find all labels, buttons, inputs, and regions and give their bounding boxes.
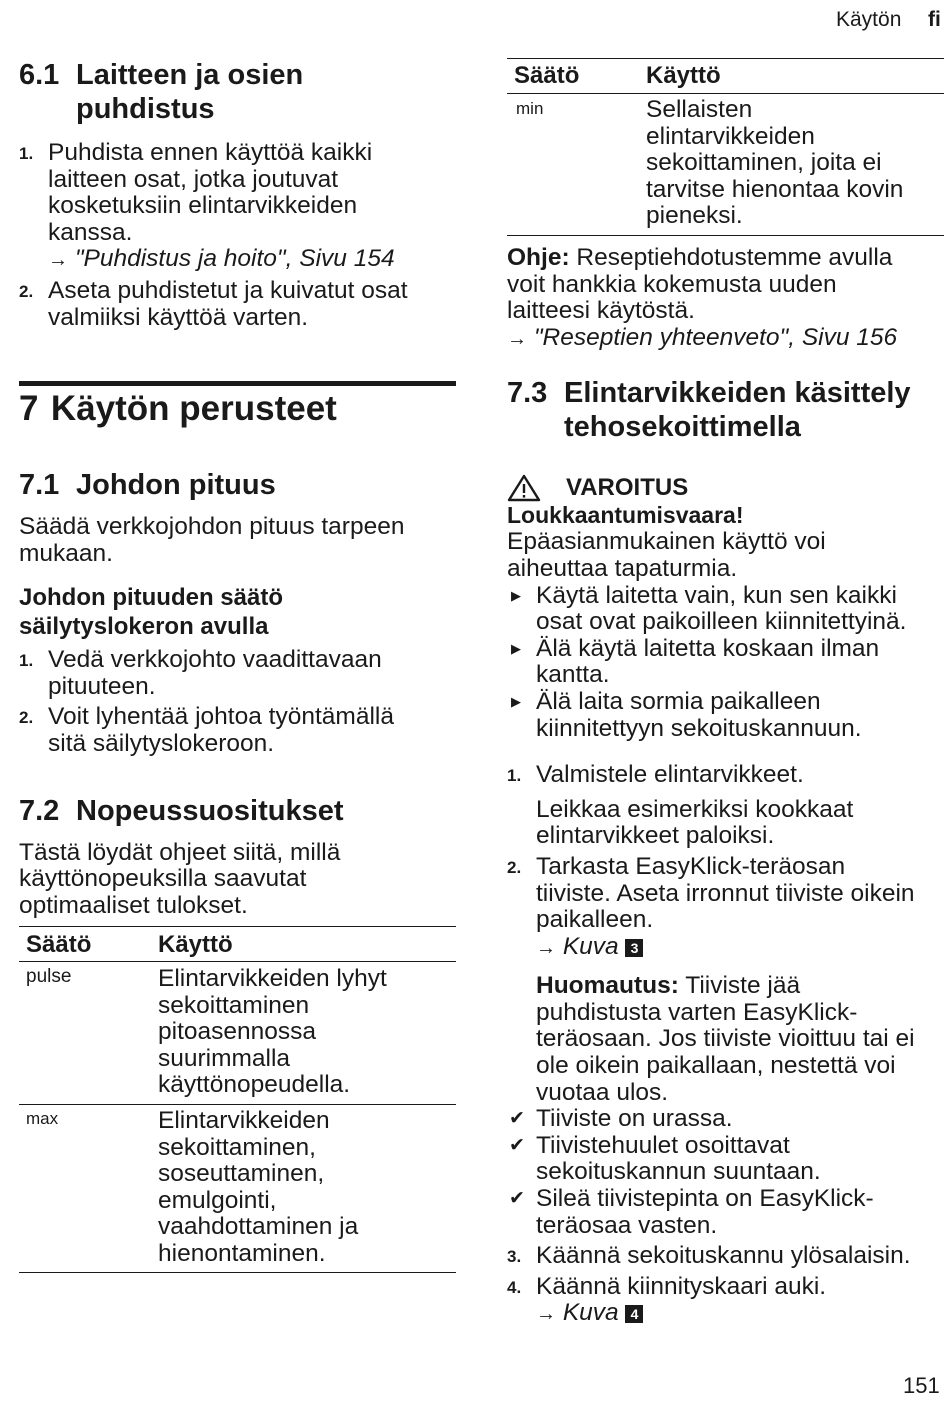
table-cell-usage	[158, 966, 456, 1099]
list-item	[507, 1243, 944, 1270]
text-line: Puhdista ennen käyttöä kaikki	[48, 139, 373, 166]
text-line: sekoittaminen, joita ei	[646, 149, 882, 177]
bullet-item	[507, 583, 944, 636]
text-line: Reseptiehdotustemme avulla	[569, 244, 893, 271]
step-number: 2.	[19, 708, 34, 728]
table-header-setting: Säätö	[514, 62, 580, 89]
text-line: suurimmalla	[158, 1044, 291, 1072]
table-cell-setting: max	[26, 1109, 59, 1128]
section-number: 7.2	[19, 794, 60, 827]
list-item	[19, 140, 456, 274]
section-intro	[19, 514, 456, 567]
text-line: Sellaisten	[646, 96, 753, 123]
section-intro	[19, 840, 456, 920]
text-line: tiiviste. Aseta irronnut tiiviste oikein	[536, 879, 915, 907]
text-line: teräosaan. Jos tiiviste vioittuu tai ei	[536, 1025, 915, 1053]
text-line: osat ovat paikoilleen kiinnitettyinä.	[536, 608, 907, 636]
figure-number-badge: 4	[625, 1305, 643, 1323]
text-line: sekoituskannun suuntaan.	[536, 1158, 821, 1186]
text-line: Älä käytä laitetta koskaan ilman	[536, 634, 880, 662]
text-line: kanssa.	[48, 218, 133, 246]
chapter-rule	[19, 381, 456, 386]
table-header-setting: Säätö	[26, 931, 92, 958]
figure-reference-link[interactable]	[536, 1300, 944, 1328]
section-title-line: Elintarvikkeiden käsittely	[564, 377, 911, 410]
table-rule	[19, 961, 456, 962]
hint-block	[536, 973, 944, 1106]
text-line: emulgointi,	[158, 1186, 277, 1214]
step-number: 1.	[19, 651, 34, 671]
text-line: soseuttaminen,	[158, 1160, 325, 1188]
step-number: 1.	[507, 766, 522, 786]
text-line: puhdistusta varten EasyKlick-	[536, 998, 858, 1026]
text-line: pitoasennossa	[158, 1018, 317, 1046]
text-line: teräosaa vasten.	[536, 1211, 718, 1239]
table-header-usage: Käyttö	[158, 931, 233, 958]
text-line: Leikkaa esimerkiksi kookkaat	[536, 795, 854, 823]
text-line: pituuteen.	[48, 672, 156, 700]
subheading	[19, 583, 456, 641]
section-6-1-heading	[19, 58, 456, 126]
link-text: Kuva	[562, 1299, 619, 1327]
table-rule	[19, 926, 456, 927]
table-cell-setting: pulse	[26, 966, 72, 987]
text-line: sitä säilytyslokeroon.	[48, 729, 275, 757]
bullet-triangle-icon: ▶	[511, 640, 521, 656]
text-line: paikalleen.	[536, 906, 654, 934]
table-cell-setting: min	[516, 99, 544, 118]
section-number: 7.3	[507, 377, 548, 410]
table-cell-usage	[158, 1108, 456, 1268]
list-item	[507, 762, 944, 850]
arrow-right-icon: →	[48, 249, 68, 272]
text-line: kantta.	[536, 661, 610, 689]
section-title-line: Laitteen ja osien	[76, 59, 304, 91]
subheading-line: Johdon pituuden säätö	[19, 584, 283, 612]
table-rule	[507, 93, 944, 94]
text-line: kiinnitettyyn sekoituskannuun.	[536, 714, 862, 742]
text-line: Käännä sekoituskannu ylösalaisin.	[536, 1242, 911, 1270]
section-title-line: puhdistus	[76, 93, 215, 125]
note-block	[507, 245, 944, 352]
checkmark-icon: ✔	[509, 1134, 525, 1156]
text-line: sekoittaminen,	[158, 1133, 316, 1161]
figure-number-badge: 3	[625, 939, 643, 957]
cross-reference-link[interactable]	[507, 325, 944, 353]
list-item	[507, 854, 944, 1106]
table-rule	[19, 1104, 456, 1105]
list-item	[19, 647, 456, 700]
text-line: Säädä verkkojohdon pituus tarpeen	[19, 513, 405, 540]
text-line: hienontaminen.	[158, 1239, 326, 1267]
checkmark-icon: ✔	[509, 1188, 525, 1210]
figure-reference-link[interactable]	[536, 934, 944, 962]
step-number: 4.	[507, 1277, 522, 1297]
bullet-item	[507, 689, 944, 742]
text-line: valmiiksi käyttöä varten.	[48, 303, 309, 331]
bullet-triangle-icon: ▶	[511, 693, 521, 709]
list-item	[507, 1274, 944, 1328]
text-line: Sileä tiivistepinta on EasyKlick-	[536, 1185, 874, 1213]
text-line: käyttönopeudella.	[158, 1071, 351, 1099]
text-line: Valmistele elintarvikkeet.	[536, 761, 804, 789]
running-header-language: fi	[928, 8, 941, 31]
text-line: Elintarvikkeiden lyhyt	[158, 965, 387, 992]
link-text: "Puhdistus ja hoito", Sivu 154	[74, 245, 395, 273]
chapter-number: 7	[19, 389, 39, 428]
text-line: optimaaliset tulokset.	[19, 891, 248, 919]
arrow-right-icon: →	[536, 1303, 556, 1326]
text-line: Käytä laitetta vain, kun sen kaikki	[536, 581, 897, 609]
text-line: laitteen osat, jotka joutuvat	[48, 165, 339, 193]
text-line: vaahdottaminen ja	[158, 1213, 359, 1241]
section-number: 7.1	[19, 469, 60, 501]
list-item	[19, 278, 456, 331]
table-rule	[507, 235, 944, 236]
checkmark-icon: ✔	[509, 1108, 525, 1130]
step-number: 2.	[19, 281, 34, 301]
bullet-triangle-icon: ▶	[511, 587, 521, 603]
text-line: mukaan.	[19, 539, 113, 567]
text-line: kosketuksiin elintarvikkeiden	[48, 192, 358, 220]
text-line: Tiivistehuulet osoittavat	[536, 1131, 790, 1159]
text-line: Epäasianmukainen käyttö voi	[507, 528, 826, 556]
check-item	[507, 1186, 944, 1239]
text-line: Tiiviste on urassa.	[536, 1105, 733, 1133]
text-line: vuotaa ulos.	[536, 1078, 669, 1106]
check-item	[507, 1133, 944, 1186]
text-line: aiheuttaa tapaturmia.	[507, 554, 738, 582]
chapter-7-heading	[19, 389, 456, 429]
link-text: "Reseptien yhteenveto", Sivu 156	[533, 323, 898, 351]
text-line: tarvitse hienontaa kovin	[646, 175, 904, 203]
text-line: Elintarvikkeiden	[158, 1107, 330, 1134]
text-line: elintarvikkeet paloiksi.	[536, 822, 775, 850]
step-number: 1.	[19, 144, 34, 163]
link-text: Kuva	[562, 932, 619, 960]
table-rule	[507, 58, 944, 59]
table-rule	[19, 1272, 456, 1273]
section-7-3-heading	[507, 376, 944, 444]
warning-header	[507, 474, 944, 502]
section-7-1-heading	[19, 468, 456, 502]
text-line: ole oikein paikallaan, nestettä voi	[536, 1052, 896, 1080]
text-line: Käännä kiinnityskaari auki.	[536, 1272, 827, 1300]
text-line: sekoittaminen	[158, 991, 310, 1019]
text-line: laitteesi käytöstä.	[507, 297, 695, 325]
text-line: käyttönopeuksilla saavutat	[19, 865, 307, 893]
bullet-item	[507, 636, 944, 689]
right-column	[507, 245, 944, 1328]
section-number: 6.1	[19, 59, 60, 91]
note-label: Ohje:	[507, 244, 570, 271]
section-title: Johdon pituus	[76, 469, 276, 501]
left-column-lower	[19, 468, 456, 919]
arrow-right-icon: →	[536, 936, 556, 959]
text-line: Tiiviste jää	[678, 972, 801, 1000]
table-cell-usage	[646, 97, 944, 230]
text-line: Tarkasta EasyKlick-teräosan	[536, 852, 846, 880]
text-line: Vedä verkkojohto vaadittavaan	[48, 646, 382, 674]
section-title: Nopeussuositukset	[76, 794, 344, 827]
check-item	[507, 1106, 944, 1133]
text-line: Voit lyhentää johtoa työntämällä	[48, 703, 394, 731]
list-item	[19, 704, 456, 757]
chapter-title: Käytön perusteet	[50, 389, 337, 428]
text-line: voit hankkia kokemusta uuden	[507, 270, 837, 298]
text-line: Älä laita sormia paikalleen	[536, 687, 821, 715]
text-line: pieneksi.	[646, 202, 743, 230]
text-line: Tästä löydät ohjeet siitä, millä	[19, 838, 341, 866]
running-header-section: Käytön	[836, 8, 902, 31]
section-7-2-heading	[19, 794, 456, 828]
text-line: elintarvikkeiden	[646, 122, 815, 150]
warning-title: Loukkaantumisvaara!	[507, 502, 744, 529]
warning-block	[507, 474, 944, 742]
arrow-right-icon: →	[507, 327, 527, 350]
page-number: 151	[903, 1373, 940, 1398]
step-number: 3.	[507, 1247, 522, 1267]
hint-label: Huomautus:	[536, 972, 679, 1000]
step-number: 2.	[507, 857, 522, 877]
warning-triangle-icon	[507, 474, 541, 502]
section-title-line: tehosekoittimella	[564, 411, 801, 444]
cross-reference-link[interactable]	[48, 246, 456, 274]
text-line: Aseta puhdistetut ja kuivatut osat	[48, 276, 408, 304]
subheading-line: säilytyslokeron avulla	[19, 613, 269, 641]
table-header-usage: Käyttö	[646, 62, 721, 89]
warning-label: VAROITUS	[566, 474, 689, 502]
left-column	[19, 58, 456, 331]
